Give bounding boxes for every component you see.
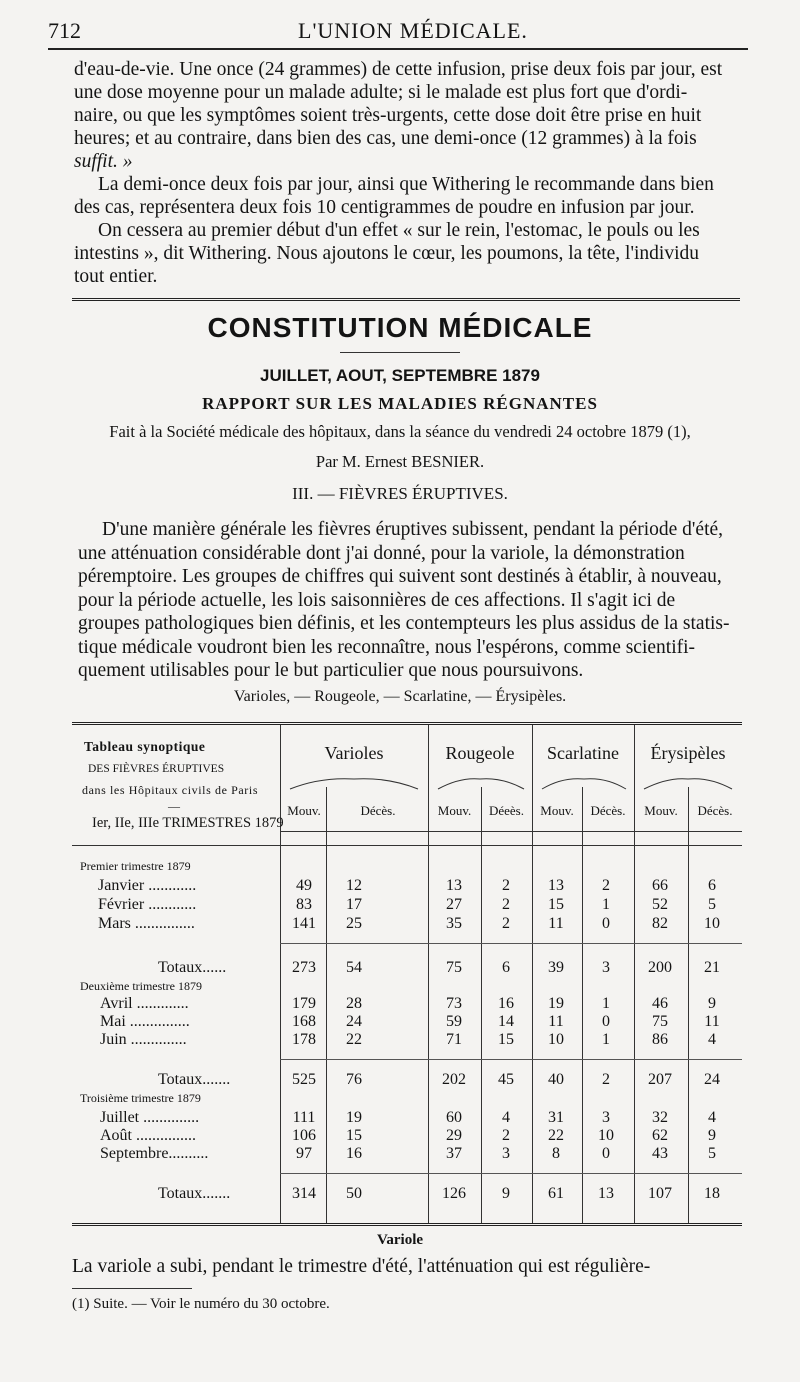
total-cell: 75 (446, 959, 462, 976)
section-divider (72, 298, 740, 301)
subcolumn-header: Décès. (697, 803, 733, 818)
table-cell: 2 (502, 896, 510, 913)
subtotal-rule (280, 943, 742, 944)
page-header (48, 14, 748, 50)
quarter-label: Premier trimestre 1879 (80, 859, 191, 873)
subcolumn-header: Mouv. (437, 803, 472, 818)
table-cell: 19 (346, 1109, 362, 1126)
table-cell: 1 (602, 896, 610, 913)
subcolumn-header: Décès. (360, 803, 396, 818)
table-cell: 106 (292, 1127, 316, 1144)
column-rule (634, 725, 635, 1223)
subsection-heading: Variole (376, 1232, 424, 1248)
month-label: Avril ............. (100, 995, 189, 1012)
table-cell: 37 (446, 1145, 462, 1162)
table-cell: 22 (548, 1127, 564, 1144)
total-cell: 126 (442, 1185, 466, 1202)
table-cell: 3 (502, 1145, 510, 1162)
total-cell: 54 (346, 959, 362, 976)
subtotal-rule (280, 1059, 742, 1060)
table-cell: 11 (704, 1013, 720, 1030)
table-cell: 111 (292, 1109, 316, 1126)
total-cell: 525 (292, 1071, 316, 1088)
table-cell: 8 (552, 1145, 560, 1162)
table-caption-line: Ier, IIe, IIIe TRIMESTRES 1879 (92, 815, 284, 831)
table-cell: 13 (446, 877, 462, 894)
table-cell: 141 (292, 915, 316, 932)
report-heading: RAPPORT SUR LES MALADIES RÉGNANTES (202, 394, 598, 413)
column-rule (532, 725, 533, 1223)
table-cell: 16 (498, 995, 514, 1012)
table-cell: 17 (346, 896, 362, 913)
header-brace-decoration (280, 773, 742, 793)
subcolumn-header: Mouv. (540, 803, 574, 818)
author-line: Par M. Ernest BESNIER. (315, 452, 485, 471)
total-cell: 45 (498, 1071, 514, 1088)
subcolumn-header: Déeès. (488, 803, 524, 818)
table-cell: 32 (652, 1109, 668, 1126)
table-cell: 35 (446, 915, 462, 932)
table-cell: 14 (498, 1013, 514, 1030)
table-caption-line: dans les Hôpitaux civils de Paris (82, 783, 259, 797)
totals-label: Totaux....... (158, 1185, 231, 1202)
total-cell: 40 (548, 1071, 564, 1088)
subcolumn-header: Mouv. (287, 803, 321, 818)
table-cell: 1 (602, 1031, 610, 1048)
total-cell: 107 (648, 1185, 672, 1202)
diseases-line: Varioles, — Rougeole, — Scarlatine, — Érysipèles. (233, 688, 567, 705)
column-rule (481, 787, 482, 1223)
subtotal-rule (280, 1173, 742, 1174)
table-cell: 46 (652, 995, 668, 1012)
intro-line: naire, ou que les symptômes soient très-urgents, cette dose doit être prise en huit (74, 105, 702, 126)
body-line: péremptoire. Les groupes de chiffres qui suivent sont destinés à établir, à nouveau, (78, 566, 722, 587)
table-cell: 10 (704, 915, 720, 932)
article-title: CONSTITUTION MÉDICALE (207, 312, 593, 343)
month-label: Janvier ............ (98, 877, 197, 894)
table-cell: 2 (502, 1127, 510, 1144)
total-cell: 207 (648, 1071, 672, 1088)
footnote: (1) Suite. — Voir le numéro du 30 octobre. (72, 1296, 330, 1312)
table-cell: 0 (602, 1145, 610, 1162)
total-cell: 61 (548, 1185, 564, 1202)
table-cell: 4 (708, 1109, 716, 1126)
article-period: JUILLET, AOUT, SEPTEMBRE 1879 (260, 366, 540, 385)
month-label: Juin .............. (100, 1031, 187, 1048)
table-cell: 83 (296, 896, 312, 913)
body-line: une atténuation considérable dont j'ai donné, pour la variole, la démonstration (78, 542, 685, 564)
intro-line: suffit. » (74, 151, 133, 172)
total-cell: 21 (704, 959, 720, 976)
table-cell: 9 (708, 1127, 716, 1144)
total-cell: 18 (704, 1185, 720, 1202)
table-cell: 60 (446, 1109, 462, 1126)
total-cell: 13 (598, 1185, 614, 1202)
table-cell: 82 (652, 915, 668, 932)
subcolumn-header: Décès. (590, 803, 626, 818)
table-cell: 73 (446, 995, 462, 1012)
table-cell: 2 (602, 877, 610, 894)
subcolumn-header: Mouv. (644, 803, 678, 818)
intro-line: heures; et au contraire, dans bien des cas, une demi-once (12 grammes) à la fois (74, 128, 697, 149)
column-header: Scarlatine (547, 743, 619, 763)
table-caption-title: Tableau synoptique (84, 739, 206, 754)
table-cell: 15 (548, 896, 564, 913)
intro-line: tout entier. (74, 266, 158, 287)
intro-line: On cessera au premier début d'un effet « sur le rein, l'estomac, le pouls ou les (98, 220, 700, 241)
table-cell: 71 (446, 1031, 462, 1048)
table-cell: 43 (652, 1145, 668, 1162)
total-cell: 76 (346, 1071, 362, 1088)
body-line: quement utilisables pour le but particulier que nous poursuivons. (78, 660, 584, 681)
total-cell: 200 (648, 959, 672, 976)
table-cell: 13 (548, 877, 564, 894)
table-cell: 1 (602, 995, 610, 1012)
column-rule (326, 787, 327, 1223)
section-heading: III. — FIÈVRES ÉRUPTIVES. (292, 484, 508, 503)
table-cell: 10 (598, 1127, 614, 1144)
body-line: pour la période actuelle, les lois saisonnières de ces affections. Il s'agit ici de (78, 589, 676, 611)
table-cell: 28 (346, 995, 362, 1012)
table-cell: 6 (708, 877, 716, 894)
table-cell: 75 (652, 1013, 668, 1030)
table-cell: 62 (652, 1127, 668, 1144)
table-cell: 11 (548, 915, 564, 932)
running-title: L'UNION MÉDICALE. (298, 18, 528, 43)
body-line: groupes pathologiques bien définis, et les contempteurs les plus assidus de la statis- (78, 613, 730, 634)
total-cell: 2 (602, 1071, 610, 1088)
table-cell: 19 (548, 995, 564, 1012)
column-header: Varioles (324, 743, 384, 763)
intro-line: La demi-once deux fois par jour, ainsi que Withering le recommande dans bien (98, 174, 714, 195)
table-cell: 0 (602, 1013, 610, 1030)
total-cell: 3 (602, 959, 610, 976)
table-caption-dash: — (168, 799, 180, 813)
month-label: Septembre.......... (100, 1145, 209, 1162)
intro-line: une dose moyenne pour un malade adulte; si le malade est plus fort que d'ordi- (74, 82, 688, 103)
table-cell: 22 (346, 1031, 362, 1048)
table-cell: 4 (708, 1031, 716, 1048)
table-cell: 31 (548, 1109, 564, 1126)
table-cell: 16 (346, 1145, 362, 1162)
total-cell: 202 (442, 1071, 466, 1088)
table-cell: 179 (292, 995, 316, 1012)
table-caption-line: DES FIÈVRES ÉRUPTIVES (88, 763, 225, 775)
table-cell: 2 (502, 877, 510, 894)
table-cell: 2 (502, 915, 510, 932)
column-rule (428, 725, 429, 1223)
month-label: Mai ............... (100, 1013, 190, 1030)
table-cell: 29 (446, 1127, 462, 1144)
table-cell: 24 (346, 1013, 362, 1030)
totals-label: Totaux....... (158, 1071, 231, 1088)
body-line: tique médicale voudront bien les reconnaître, nous l'espérons, comme scientifi- (78, 636, 696, 658)
presentation-note: Fait à la Société médicale des hôpitaux, dans la séance du vendredi 24 octobre 1879 (1), (109, 422, 691, 441)
table-cell: 86 (652, 1031, 668, 1048)
table-cell: 178 (292, 1031, 316, 1048)
body-paragraph (78, 518, 750, 683)
table-cell: 10 (548, 1031, 564, 1048)
table-cell: 4 (502, 1109, 510, 1126)
footnote-rule (72, 1288, 192, 1289)
column-rule (280, 725, 281, 1223)
intro-line: d'eau-de-vie. Une once (24 grammes) de cette infusion, prise deux fois par jour, est (74, 59, 723, 80)
table-cell: 168 (292, 1013, 316, 1030)
quarter-label: Deuxième trimestre 1879 (80, 979, 202, 993)
table-cell: 9 (708, 995, 716, 1012)
total-cell: 273 (292, 959, 316, 976)
table-cell: 49 (296, 877, 312, 894)
column-rule (582, 787, 583, 1223)
totals-label: Totaux...... (158, 959, 227, 976)
header-rule (280, 831, 742, 832)
total-cell: 6 (502, 959, 510, 976)
synoptic-table (72, 722, 742, 1226)
total-cell: 314 (292, 1185, 316, 1202)
month-label: Mars ............... (98, 915, 195, 932)
total-cell: 50 (346, 1185, 362, 1202)
month-label: Février ............ (98, 896, 197, 913)
body-line: D'une manière générale les fièvres éruptives subissent, pendant la période d'été, (102, 519, 724, 540)
table-cell: 11 (548, 1013, 564, 1030)
table-cell: 97 (296, 1145, 312, 1162)
column-header: Érysipèles (650, 743, 726, 763)
table-cell: 52 (652, 896, 668, 913)
table-cell: 59 (446, 1013, 462, 1030)
intro-line: des cas, représentera deux fois 10 centigrammes de poudre en infusion par jour. (74, 197, 695, 218)
table-cell: 27 (446, 896, 462, 913)
intro-paragraph (74, 58, 754, 288)
table-cell: 0 (602, 915, 610, 932)
table-cell: 5 (708, 896, 716, 913)
column-header: Rougeole (445, 743, 515, 763)
table-cell: 15 (346, 1127, 362, 1144)
page-number: 712 (48, 18, 81, 43)
closing-line: La variole a subi, pendant le trimestre d'été, l'atténuation qui est régulière- (72, 1256, 651, 1277)
title-rule (340, 352, 460, 353)
table-cell: 12 (346, 877, 362, 894)
total-cell: 24 (704, 1071, 720, 1088)
total-cell: 39 (548, 959, 564, 976)
month-label: Juillet .............. (100, 1109, 200, 1126)
column-rule (688, 787, 689, 1223)
month-label: Août ............... (100, 1127, 196, 1144)
table-cell: 5 (708, 1145, 716, 1162)
header-rule (72, 845, 742, 846)
intro-line: intestins », dit Withering. Nous ajoutons le cœur, les poumons, la tête, l'individu (74, 243, 699, 264)
table-cell: 15 (498, 1031, 514, 1048)
quarter-label: Troisième trimestre 1879 (80, 1091, 201, 1105)
total-cell: 9 (502, 1185, 510, 1202)
table-cell: 66 (652, 877, 668, 894)
table-cell: 3 (602, 1109, 610, 1126)
table-cell: 25 (346, 915, 362, 932)
